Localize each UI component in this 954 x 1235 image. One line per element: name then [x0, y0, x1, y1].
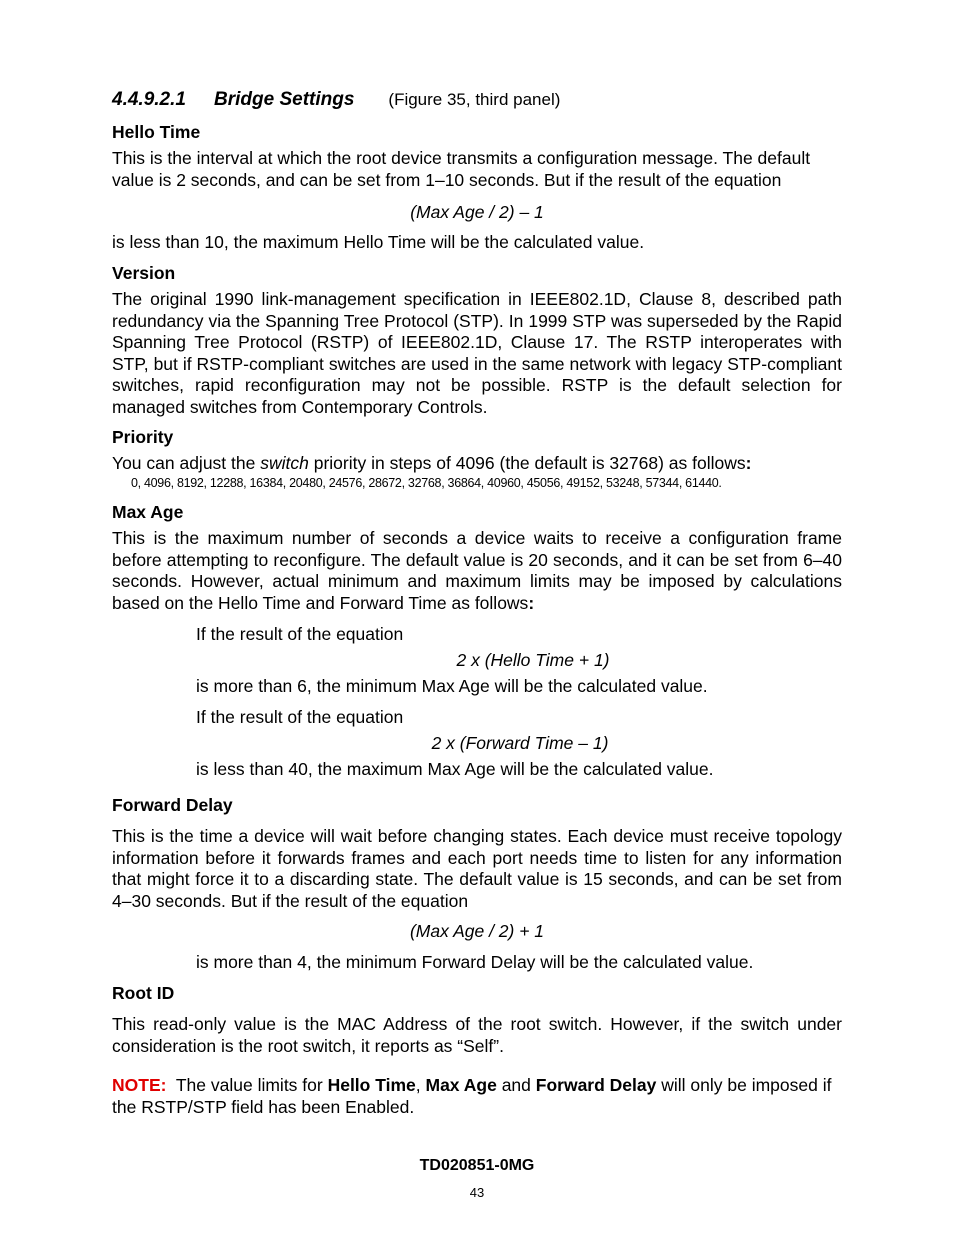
- note-label: NOTE:: [112, 1075, 167, 1095]
- note-text-4: will only be imposed if the RSTP/STP field has been Enabled.: [112, 1075, 832, 1117]
- forward-delay-body: This is the time a device will wait before changing states. Each device must receive topology information before it forwards frames and each port needs time to listen for any information that might force it to a discarding state. The default value is 15 seconds, and can be set from 4–30 seconds. But if the result of the equation: [112, 826, 842, 911]
- max-age-body-colon: :: [528, 592, 535, 613]
- priority-body-pre: You can adjust the: [112, 453, 261, 473]
- max-age-heading: Max Age: [112, 502, 184, 522]
- note-bold-hello-time: Hello Time: [327, 1075, 416, 1095]
- max-age-cond1-result: is more than 6, the minimum Max Age will be the calculated value.: [196, 676, 708, 696]
- hello-time-equation: (Max Age / 2) – 1: [410, 202, 544, 222]
- max-age-cond2-intro: If the result of the equation: [196, 707, 404, 727]
- note-text-3: and: [496, 1075, 536, 1095]
- section-number: 4.4.9.2.1: [112, 89, 186, 110]
- section-title: Bridge Settings: [214, 89, 355, 110]
- priority-body: [112, 453, 751, 475]
- page-number: 43: [469, 1185, 485, 1200]
- version-heading: Version: [112, 263, 176, 283]
- max-age-body: [112, 528, 842, 614]
- priority-body-post: priority in steps of 4096 (the default is 32768) as follows: [308, 453, 746, 473]
- version-body: The original 1990 link-management specification in IEEE802.1D, Clause 8, described path redundancy via the Spanning Tree Protocol (STP). In 1999 STP was superseded by the Rapid Spanning Tree Protocol (RSTP) of IEEE802.1D, Clause 17. The RSTP interoperates with STP, but if RSTP-compliant switches are used in the same network with legacy STP-compliant switches, rapid reconfiguration may not be possible. RSTP is the default selection for managed switches from Contemporary Controls.: [112, 289, 842, 417]
- forward-delay-equation: (Max Age / 2) + 1: [409, 921, 545, 941]
- max-age-cond2-equation: 2 x (Forward Time – 1): [431, 733, 609, 753]
- note-bold-forward-delay: Forward Delay: [535, 1075, 657, 1095]
- priority-body-colon: :: [745, 453, 752, 473]
- figure-reference: (Figure 35, third panel): [388, 90, 561, 109]
- priority-heading: Priority: [112, 427, 174, 447]
- forward-delay-heading: Forward Delay: [112, 795, 233, 815]
- note-text-1: The value limits for: [166, 1075, 328, 1095]
- forward-delay-result: is more than 4, the minimum Forward Delay will be the calculated value.: [196, 952, 754, 972]
- note-paragraph: [112, 1075, 844, 1118]
- root-id-heading: Root ID: [112, 983, 175, 1003]
- hello-time-heading: Hello Time: [112, 122, 201, 142]
- max-age-cond1-intro: If the result of the equation: [196, 624, 404, 644]
- root-id-body: This read-only value is the MAC Address of the root switch. However, if the switch under consideration is the root switch, it reports as “Self”.: [112, 1014, 842, 1056]
- hello-time-result: is less than 10, the maximum Hello Time will be the calculated value.: [112, 232, 645, 252]
- priority-body-em: switch: [260, 453, 309, 473]
- section-heading: [112, 89, 560, 111]
- max-age-cond1-equation: 2 x (Hello Time + 1): [456, 650, 610, 670]
- footer-doc-id: TD020851-0MG: [419, 1157, 535, 1174]
- max-age-cond2-result: is less than 40, the maximum Max Age will be the calculated value.: [196, 759, 714, 779]
- max-age-body-text: This is the maximum number of seconds a device waits to receive a configuration frame before attempting to reconfigure. The default value is 20 seconds, and it can be set from 6–40 seconds. However, actual minimum and maximum limits may be imposed by calculations based on the Hello Time and Forward Time as follows: [112, 528, 842, 613]
- hello-time-body: This is the interval at which the root device transmits a configuration message. The default value is 2 seconds, and can be set from 1–10 seconds. But if the result of the equation: [112, 148, 811, 190]
- priority-values: 0, 4096, 8192, 12288, 16384, 20480, 24576, 28672, 32768, 36864, 40960, 45056, 49152, 53248, 57344, 61440.: [131, 476, 722, 490]
- note-text-2: ,: [415, 1075, 426, 1095]
- note-bold-max-age: Max Age: [425, 1075, 497, 1095]
